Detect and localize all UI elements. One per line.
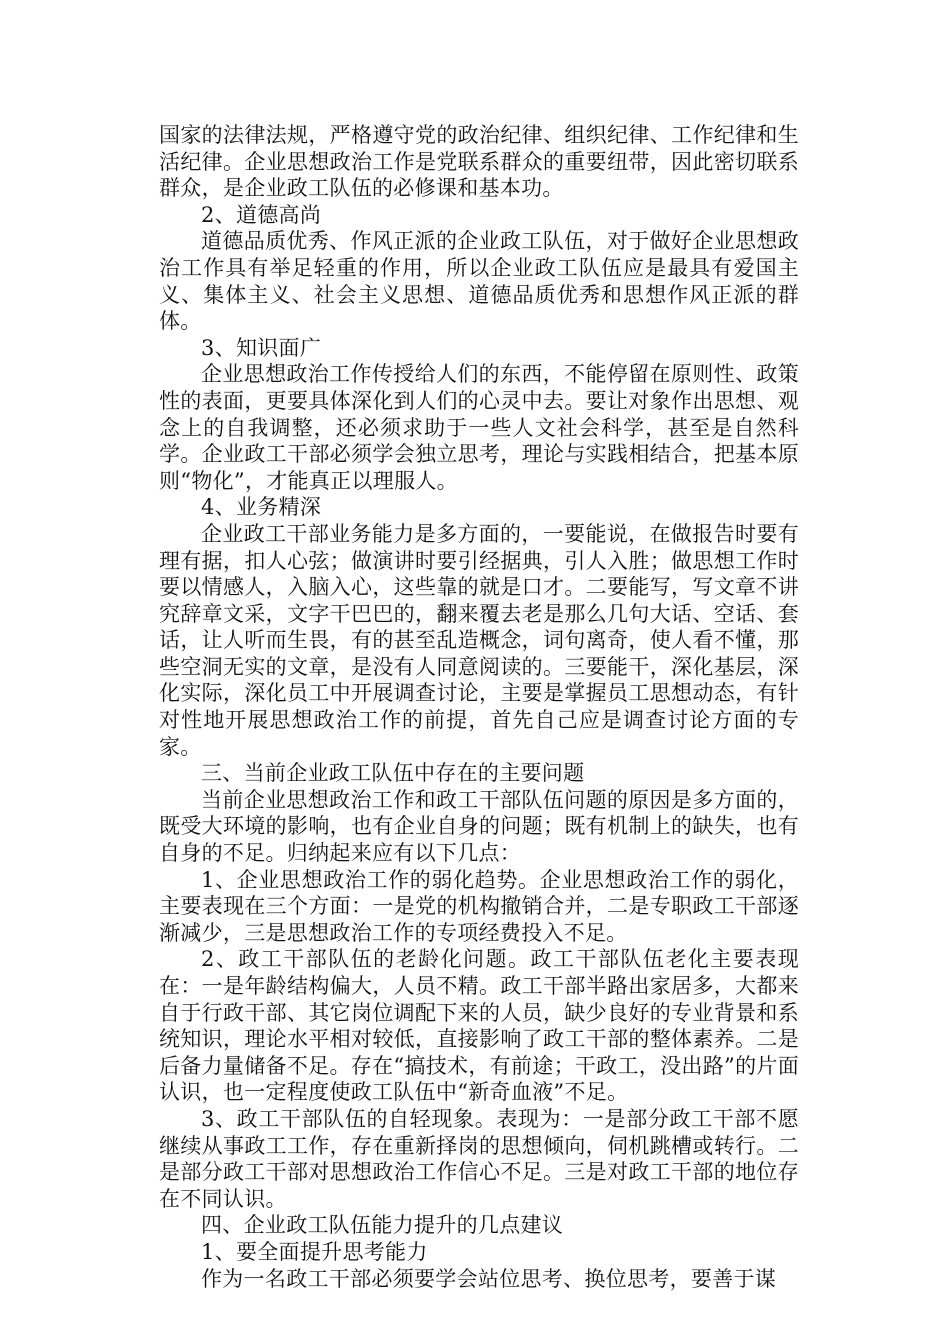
paragraph: 3、政工干部队伍的自轻现象。表现为：一是部分政工干部不愿继续从事政工工作，存在重新择岗的思想倾向，伺机跳槽或转行。二是部分政工干部对思想政治工作信心不足。三是对政工干部的地位存在不同认识。	[159, 1106, 799, 1211]
paragraph: 企业政工干部业务能力是多方面的，一要能说，在做报告时要有理有据，扣人心弦；做演讲时要引经据典，引人入胜；做思想工作时要以情感人，入脑入心，这些靠的就是口才。二要能写，写文章不讲究辞章文采，文字干巴巴的，翻来覆去老是那么几句大话、空话、套话，让人听而生畏，有的甚至乱造概念，词句离奇，使人看不懂，那些空洞无实的文章，是没有人同意阅读的。三要能干，深化基层，深化实际，深化员工中开展调查讨论，主要是掌握员工思想动态，有针对性地开展思想政治工作的前提，首先自己应是调查讨论方面的专家。	[159, 521, 799, 759]
heading-broad-knowledge: 3、知识面广	[201, 335, 322, 360]
document-body	[159, 122, 799, 1292]
section-heading-suggestions: 四、企业政工队伍能力提升的几点建议	[201, 1213, 564, 1238]
paragraph: 道德品质优秀、作风正派的企业政工队伍，对于做好企业思想政治工作具有举足轻重的作用，所以企业政工队伍应是最具有爱国主义、集体主义、社会主义思想、道德品质优秀和思想作风正派的群体。	[159, 229, 799, 334]
heading-moral-character: 2、道德高尚	[201, 202, 322, 227]
heading-professional-skill: 4、业务精深	[201, 495, 322, 520]
paragraph: 作为一名政工干部必须要学会站位思考、换位思考，要善于谋	[201, 1266, 777, 1291]
paragraph: 2、政工干部队伍的老龄化问题。政工干部队伍老化主要表现在：一是年龄结构偏大，人员不精。政工干部半路出家居多，大都来自于行政干部、其它岗位调配下来的人员，缺少良好的专业背景和系统知识，理论水平相对较低，直接影响了政工干部的整体素养。二是后备力量储备不足。存在“搞技术，有前途；干政工，没出路”的片面认识，也一定程度使政工队伍中“新奇血液”不足。	[159, 947, 799, 1105]
heading-thinking-ability: 1、要全面提升思考能力	[201, 1239, 428, 1264]
paragraph-continuation: 国家的法律法规，严格遵守党的政治纪律、组织纪律、工作纪律和生活纪律。企业思想政治工作是党联系群众的重要纽带，因此密切联系群众，是企业政工队伍的必修课和基本功。	[159, 123, 799, 201]
paragraph: 1、企业思想政治工作的弱化趋势。企业思想政治工作的弱化，主要表现在三个方面：一是党的机构撤销合并，二是专职政工干部逐渐减少，三是思想政治工作的专项经费投入不足。	[159, 867, 799, 945]
section-heading-current-problems: 三、当前企业政工队伍中存在的主要问题	[201, 761, 585, 786]
paragraph: 企业思想政治工作传授给人们的东西，不能停留在原则性、政策性的表面，更要具体深化到人们的心灵中去。要让对象作出思想、观念上的自我调整，还必须求助于一些人文社会科学，甚至是自然科学。企业政工干部必须学会独立思考，理论与实践相结合，把基本原则“物化”，才能真正以理服人。	[159, 362, 799, 493]
paragraph: 当前企业思想政治工作和政工干部队伍问题的原因是多方面的，既受大环境的影响，也有企业自身的问题；既有机制上的缺失，也有自身的不足。归纳起来应有以下几点：	[159, 787, 799, 866]
